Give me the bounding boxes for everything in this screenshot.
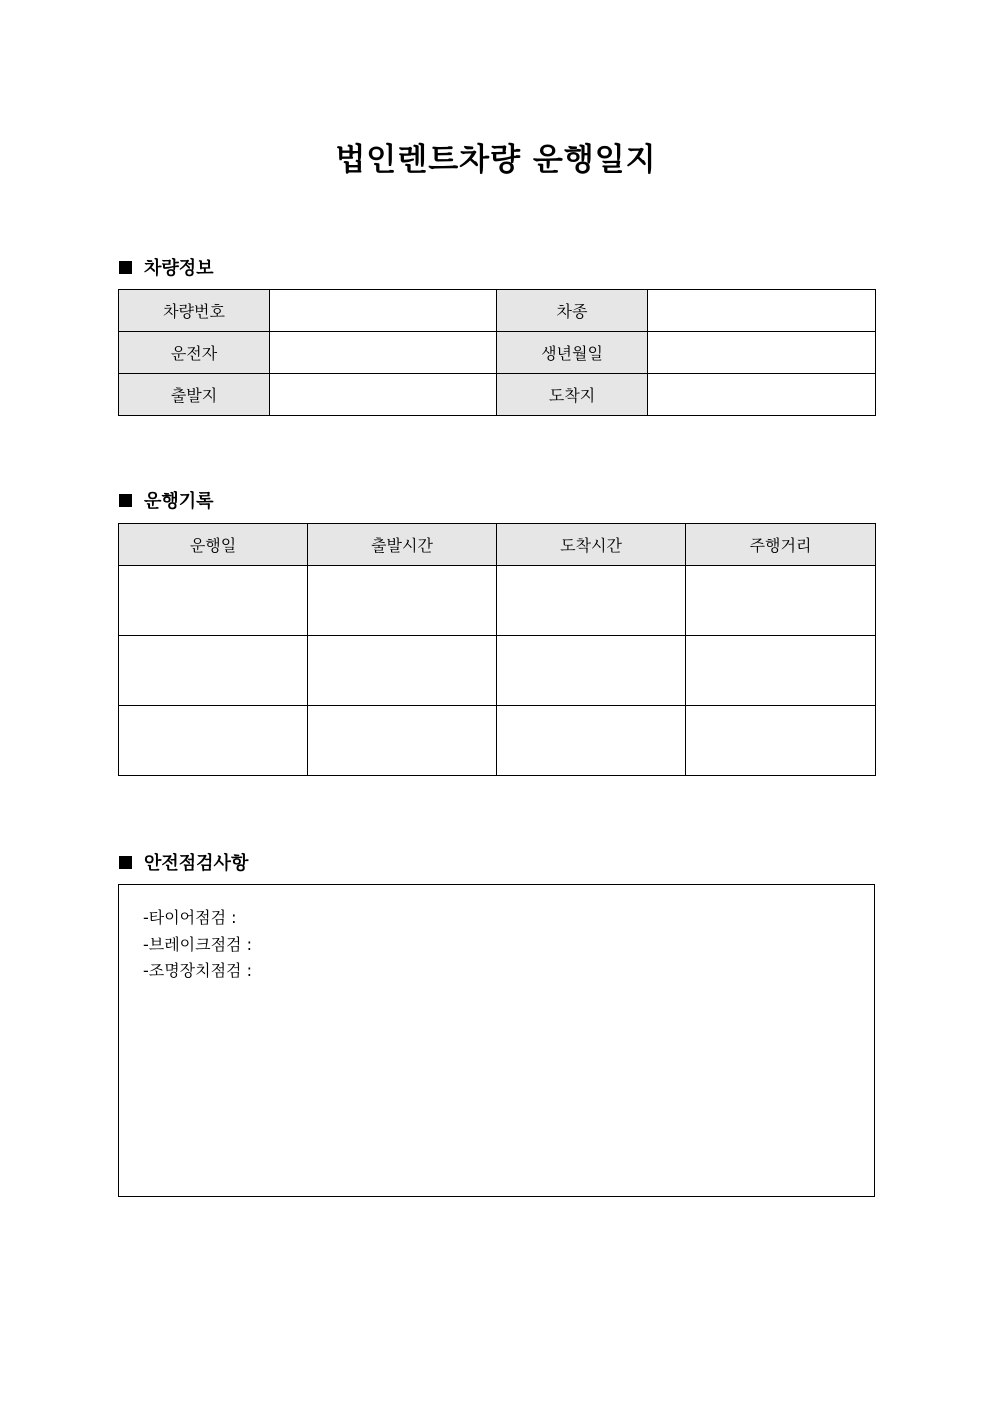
section-heading-vehicle-info — [119, 254, 214, 280]
tire-check-item: -타이어점검 : — [143, 908, 237, 927]
birthdate-label: 생년월일 — [497, 332, 648, 374]
section-heading-trip-record — [119, 487, 214, 513]
distance-cell[interactable] — [686, 566, 876, 636]
departure-field[interactable] — [270, 374, 497, 416]
section-heading-safety-check — [119, 849, 248, 875]
table-header-row — [119, 524, 876, 566]
vehicle-number-field[interactable] — [270, 290, 497, 332]
departure-label: 출발지 — [119, 374, 270, 416]
birthdate-field[interactable] — [648, 332, 876, 374]
arrival-time-cell[interactable] — [497, 566, 686, 636]
vehicle-info-table — [118, 289, 876, 416]
table-row — [119, 290, 876, 332]
table-row — [119, 566, 876, 636]
departure-time-cell[interactable] — [308, 706, 497, 776]
page-title: 법인렌트차량 운행일지 — [335, 142, 657, 178]
column-header-departure-time: 출발시간 — [308, 524, 497, 566]
table-row — [119, 636, 876, 706]
arrival-time-cell[interactable] — [497, 706, 686, 776]
table-row — [119, 332, 876, 374]
section-heading-label: 차량정보 — [144, 258, 214, 279]
date-cell[interactable] — [119, 706, 308, 776]
departure-time-cell[interactable] — [308, 566, 497, 636]
vehicle-number-label: 차량번호 — [119, 290, 270, 332]
date-cell[interactable] — [119, 566, 308, 636]
table-row — [119, 706, 876, 776]
brake-check-item: -브레이크점검 : — [143, 934, 252, 954]
vehicle-model-field[interactable] — [648, 290, 876, 332]
destination-field[interactable] — [648, 374, 876, 416]
table-row — [119, 374, 876, 416]
square-bullet-icon — [119, 261, 132, 274]
distance-cell[interactable] — [686, 706, 876, 776]
date-cell[interactable] — [119, 636, 308, 706]
column-header-arrival-time: 도착시간 — [497, 524, 686, 566]
vehicle-model-label: 차종 — [497, 290, 648, 332]
distance-cell[interactable] — [686, 636, 876, 706]
safety-check-list — [143, 905, 252, 985]
driver-label: 운전자 — [119, 332, 270, 374]
trip-record-table — [118, 523, 876, 776]
lighting-check-item: -조명장치점검 : — [143, 961, 252, 980]
section-heading-label: 운행기록 — [144, 491, 214, 512]
column-header-date: 운행일 — [119, 524, 308, 566]
arrival-time-cell[interactable] — [497, 636, 686, 706]
driver-field[interactable] — [270, 332, 497, 374]
square-bullet-icon — [119, 856, 132, 869]
destination-label: 도착지 — [497, 374, 648, 416]
section-heading-label: 안전점검사항 — [144, 853, 249, 874]
column-header-distance: 주행거리 — [686, 524, 876, 566]
square-bullet-icon — [119, 494, 132, 507]
departure-time-cell[interactable] — [308, 636, 497, 706]
safety-check-box[interactable] — [118, 884, 875, 1197]
